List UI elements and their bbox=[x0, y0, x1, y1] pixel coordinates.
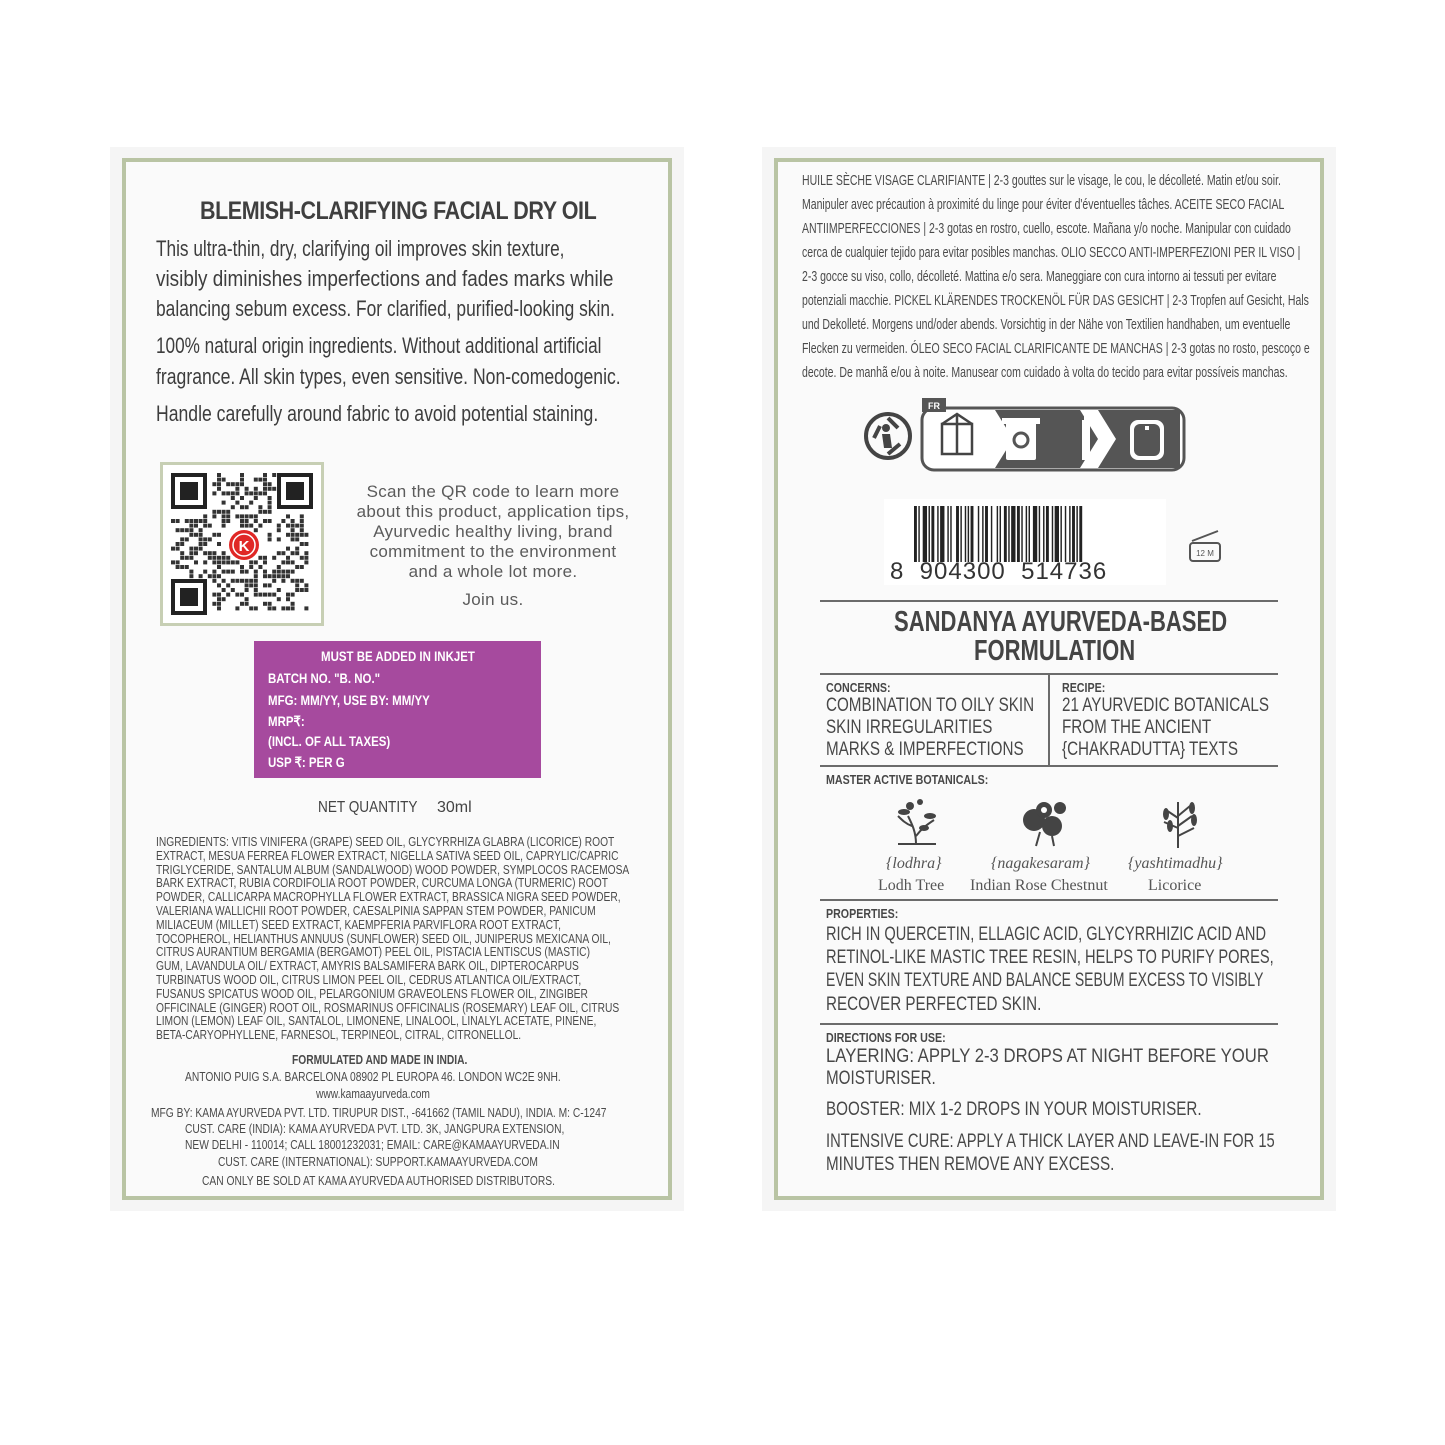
barcode bbox=[914, 506, 1144, 562]
inkjet-header: MUST BE ADDED IN INKJET bbox=[321, 648, 475, 664]
ingredients-line: TOCOPHEROL, HELIANTHUS ANNUUS (SUNFLOWER) SEED OIL, JUNIPERUS MEXICANA OIL, bbox=[156, 931, 611, 946]
botanical-name-indian-rose-chestnut: Indian Rose Chestnut bbox=[970, 877, 1108, 894]
inkjet-batch: BATCH NO. "B. NO." bbox=[268, 670, 381, 686]
inkjet-mfg: MFG: MM/YY, USE BY: MM/YY bbox=[268, 692, 430, 708]
divider bbox=[820, 600, 1278, 602]
multilingual-line: cerca de cualquier tejido para evitar posibles manchas. OLIO SECCO ANTI-IMPERFEZIONI PER IL VISO | bbox=[802, 244, 1301, 261]
divider bbox=[820, 1023, 1278, 1025]
properties-label: PROPERTIES: bbox=[826, 906, 899, 921]
recycling-guide-icon bbox=[920, 396, 1188, 474]
footer-distributors: CAN ONLY BE SOLD AT KAMA AYURVEDA AUTHORISED DISTRIBUTORS. bbox=[202, 1174, 555, 1188]
inkjet-box bbox=[254, 641, 541, 778]
inkjet-mrp: MRP₹: bbox=[268, 713, 305, 729]
ingredients-line: GUM, LAVANDULA OIL/ EXTRACT, AMYRIS BALSAMIFERA BARK OIL, DIPTEROCARPUS bbox=[156, 959, 579, 974]
net-quantity-label: NET QUANTITY bbox=[318, 799, 418, 816]
footer-cust-care-intl: CUST. CARE (INTERNATIONAL): SUPPORT.KAMAAYURVEDA.COM bbox=[218, 1155, 538, 1169]
properties-line: RECOVER PERFECTED SKIN. bbox=[826, 994, 1042, 1015]
formulation-title-2: FORMULATION bbox=[974, 635, 1136, 667]
recipe-item: {CHAKRADUTTA} TEXTS bbox=[1062, 739, 1238, 760]
qr-join: Join us. bbox=[462, 590, 524, 609]
barcode-digits: 8 904300 514736 bbox=[890, 558, 1108, 585]
ingredients-line: MILIACEUM (MILLET) SEED EXTRACT, KAEMPFERIA PARVIFLORA ROOT EXTRACT, bbox=[156, 917, 561, 932]
ingredients-line: CITRUS AURANTIUM BERGAMIA (BERGAMOT) PEEL OIL, PISTACIA LENTISCUS (MASTIC) bbox=[156, 945, 590, 960]
properties-line: EVEN SKIN TEXTURE AND BALANCE SEBUM EXCESS TO VISIBLY bbox=[826, 970, 1264, 991]
directions-line: MINUTES THEN REMOVE ANY EXCESS. bbox=[826, 1154, 1115, 1175]
qr-description bbox=[340, 482, 646, 610]
product-title: BLEMISH-CLARIFYING FACIAL DRY OIL bbox=[200, 197, 597, 225]
qr-logo-letter: K bbox=[238, 538, 250, 555]
directions-line: INTENSIVE CURE: APPLY A THICK LAYER AND LEAVE-IN FOR 15 bbox=[826, 1131, 1275, 1152]
pao-jar-icon bbox=[1186, 525, 1224, 565]
botanical-sanskrit-yashtimadhu: {yashtimadhu} bbox=[1128, 855, 1223, 872]
qr-text-line: Scan the QR code to learn more bbox=[366, 482, 620, 501]
footer-made-in: FORMULATED AND MADE IN INDIA. bbox=[292, 1053, 468, 1067]
footer-contact: NEW DELHI - 110014; CALL 18001232031; EMAIL: CARE@KAMAAYURVEDA.IN bbox=[185, 1138, 560, 1152]
concern-item: MARKS & IMPERFECTIONS bbox=[826, 739, 1024, 760]
recipe-item: 21 AYURVEDIC BOTANICALS bbox=[1062, 695, 1269, 716]
description-line-3: balancing sebum excess. For clarified, purified-looking skin. bbox=[156, 296, 615, 321]
qr-text-line: and a whole lot more. bbox=[408, 562, 578, 581]
botanical-name-licorice: Licorice bbox=[1148, 877, 1202, 894]
ingredients-line: BETA-CARYOPHYLLENE, FARNESOL, TERPINEOL, CITRAL, CITRONELLOL. bbox=[156, 1028, 522, 1043]
divider bbox=[820, 899, 1278, 901]
footer-cust-care-india: CUST. CARE (INDIA): KAMA AYURVEDA PVT. LTD. 3K, JANGPURA EXTENSION, bbox=[185, 1122, 565, 1136]
botanical-name-lodh-tree: Lodh Tree bbox=[878, 877, 945, 894]
inkjet-usp: USP ₹: PER G bbox=[268, 754, 345, 770]
multilingual-line: Manipuler avec précaution à proximité du linge pour éviter d'éventuelles tâches. ACEITE SECO FACIAL bbox=[802, 196, 1285, 213]
ingredients-line: TURBINATUS WOOD OIL, CITRUS LIMON PEEL OIL, CEDRUS ATLANTICA OIL/EXTRACT, bbox=[156, 973, 582, 987]
multilingual-line: decote. De manhã e/ou à noite. Manusear com cuidado à volta do tecido para evitar possíveis manchas. bbox=[802, 364, 1288, 381]
formulation-title-1: SANDANYA AYURVEDA-BASED bbox=[894, 606, 1228, 638]
botanical-sanskrit-lodhra: {lodhra} bbox=[886, 855, 942, 872]
concerns-label: CONCERNS: bbox=[826, 680, 891, 695]
recipe-label: RECIPE: bbox=[1062, 680, 1106, 695]
ingredients-line: OFFICINALE (GINGER) ROOT OIL, ROSMARINUS OFFICINALIS (ROSEMARY) LEAF OIL, CITRUS bbox=[156, 1000, 620, 1015]
description-line-5: fragrance. All skin types, even sensitive. Non-comedogenic. bbox=[156, 364, 621, 389]
description-line-2: visibly diminishes imperfections and fades marks while bbox=[156, 266, 614, 291]
recipe-item: FROM THE ANCIENT bbox=[1062, 717, 1212, 738]
qr-code[interactable] bbox=[160, 462, 324, 626]
qr-text-line: commitment to the environment bbox=[369, 542, 617, 561]
recycle-tag: FR bbox=[928, 401, 940, 411]
concern-item: SKIN IRREGULARITIES bbox=[826, 717, 993, 738]
indian-rose-chestnut-icon bbox=[1016, 794, 1074, 850]
qr-code-graphic bbox=[163, 465, 321, 623]
botanical-sanskrit-nagakesaram: {nagakesaram} bbox=[991, 855, 1091, 872]
footer-address: ANTONIO PUIG S.A. BARCELONA 08902 PL EUROPA 46. LONDON WC2E 9NH. bbox=[185, 1070, 561, 1084]
multilingual-line: HUILE SÈCHE VISAGE CLARIFIANTE | 2-3 gouttes sur le visage, le cou, le décolleté. Matin et/ou soir. bbox=[802, 172, 1281, 189]
description-line-4: 100% natural origin ingredients. Without additional artificial bbox=[156, 333, 602, 358]
divider bbox=[1048, 675, 1050, 766]
multilingual-line: und Dekolleté. Morgens und/oder abends. Vorsichtig in der Nähe von Textilien handhaben, um eventuelle bbox=[802, 316, 1291, 333]
directions-line: MOISTURISER. bbox=[826, 1068, 936, 1089]
directions-line: LAYERING: APPLY 2-3 DROPS AT NIGHT BEFORE YOUR bbox=[826, 1046, 1269, 1067]
ingredients-line: LIMON (LEMON) LEAF OIL, SANTALOL, LIMONENE, LINALOOL, LINALYL ACETATE, PINENE, bbox=[156, 1014, 597, 1029]
directions-line: BOOSTER: MIX 1-2 DROPS IN YOUR MOISTURISER. bbox=[826, 1099, 1202, 1120]
net-quantity-value: 30ml bbox=[437, 799, 472, 816]
ingredients-line: EXTRACT, MESUA FERREA FLOWER EXTRACT, NIGELLA SATIVA SEED OIL, CAPRYLIC/CAPRIC bbox=[156, 848, 619, 863]
qr-text-line: Ayurvedic healthy living, brand bbox=[373, 522, 613, 541]
ingredients-line: TRIGLYCERIDE, SANTALUM ALBUM (SANDALWOOD) WOOD POWDER, SYMPLOCOS RACEMOSA bbox=[156, 862, 630, 877]
concern-item: COMBINATION TO OILY SKIN bbox=[826, 695, 1035, 716]
ingredients-line: BARK EXTRACT, RUBIA CORDIFOLIA ROOT POWDER, CURCUMA LONGA (TURMERIC) ROOT bbox=[156, 876, 608, 891]
footer-website[interactable]: www.kamaayurveda.com bbox=[316, 1087, 430, 1101]
multilingual-line: ANTIIMPERFECCIONES | 2-3 gotas en rostro, cuello, escote. Mañana y/o noche. Manipular con cuidado bbox=[802, 220, 1291, 237]
directions-label: DIRECTIONS FOR USE: bbox=[826, 1030, 946, 1045]
ingredients-line: VALERIANA WALLICHII ROOT POWDER, CAESALPINIA SAPPAN STEM POWDER, PANICUM bbox=[156, 904, 596, 918]
ingredients-line: FUSANUS SPICATUS WOOD OIL, PELARGONIUM GRAVEOLENS FLOWER OIL, ZINGIBER bbox=[156, 986, 588, 1001]
description-line-1: This ultra-thin, dry, clarifying oil improves skin texture, bbox=[156, 236, 565, 261]
footer-mfg-by: MFG BY: KAMA AYURVEDA PVT. LTD. TIRUPUR DIST., -641662 (TAMIL NADU), INDIA. M: C-1247 bbox=[151, 1106, 607, 1120]
multilingual-line: Flecken zu vermeiden. ÓLEO SECO FACIAL CLARIFICANTE DE MANCHAS | 2-3 gotas no rosto, pescoço e bbox=[802, 340, 1310, 357]
multilingual-line: 2-3 gocce su viso, collo, décolleté. Mattina e/o sera. Maneggiare con cura intorno ai tessuti per evitare bbox=[802, 268, 1277, 285]
triman-recycle-icon bbox=[860, 408, 916, 464]
licorice-icon bbox=[1156, 796, 1204, 848]
inkjet-taxes: (INCL. OF ALL TAXES) bbox=[268, 733, 391, 749]
ingredients-line: INGREDIENTS: VITIS VINIFERA (GRAPE) SEED OIL, GLYCYRRHIZA GLABRA (LICORICE) ROOT bbox=[156, 835, 615, 849]
qr-text-line: about this product, application tips, bbox=[356, 502, 630, 521]
properties-line: RICH IN QUERCETIN, ELLAGIC ACID, GLYCYRRHIZIC ACID AND bbox=[826, 924, 1267, 945]
pao-label: 12 M bbox=[1196, 549, 1214, 558]
botanicals-label: MASTER ACTIVE BOTANICALS: bbox=[826, 772, 989, 787]
description-line-6: Handle carefully around fabric to avoid potential staining. bbox=[156, 401, 599, 426]
properties-line: RETINOL-LIKE MASTIC TREE RESIN, HELPS TO PURIFY PORES, bbox=[826, 947, 1274, 968]
multilingual-line: potenziali macchie. PICKEL KLÄRENDES TROCKENÖL FÜR DAS GESICHT | 2-3 Tropfen auf Gesicht, Hals bbox=[802, 292, 1309, 309]
lodh-tree-icon bbox=[890, 796, 944, 848]
ingredients-line: POWDER, CALLICARPA MACROPHYLLA FLOWER EXTRACT, BRASSICA NIGRA SEED POWDER, bbox=[156, 890, 621, 905]
divider bbox=[820, 765, 1278, 767]
